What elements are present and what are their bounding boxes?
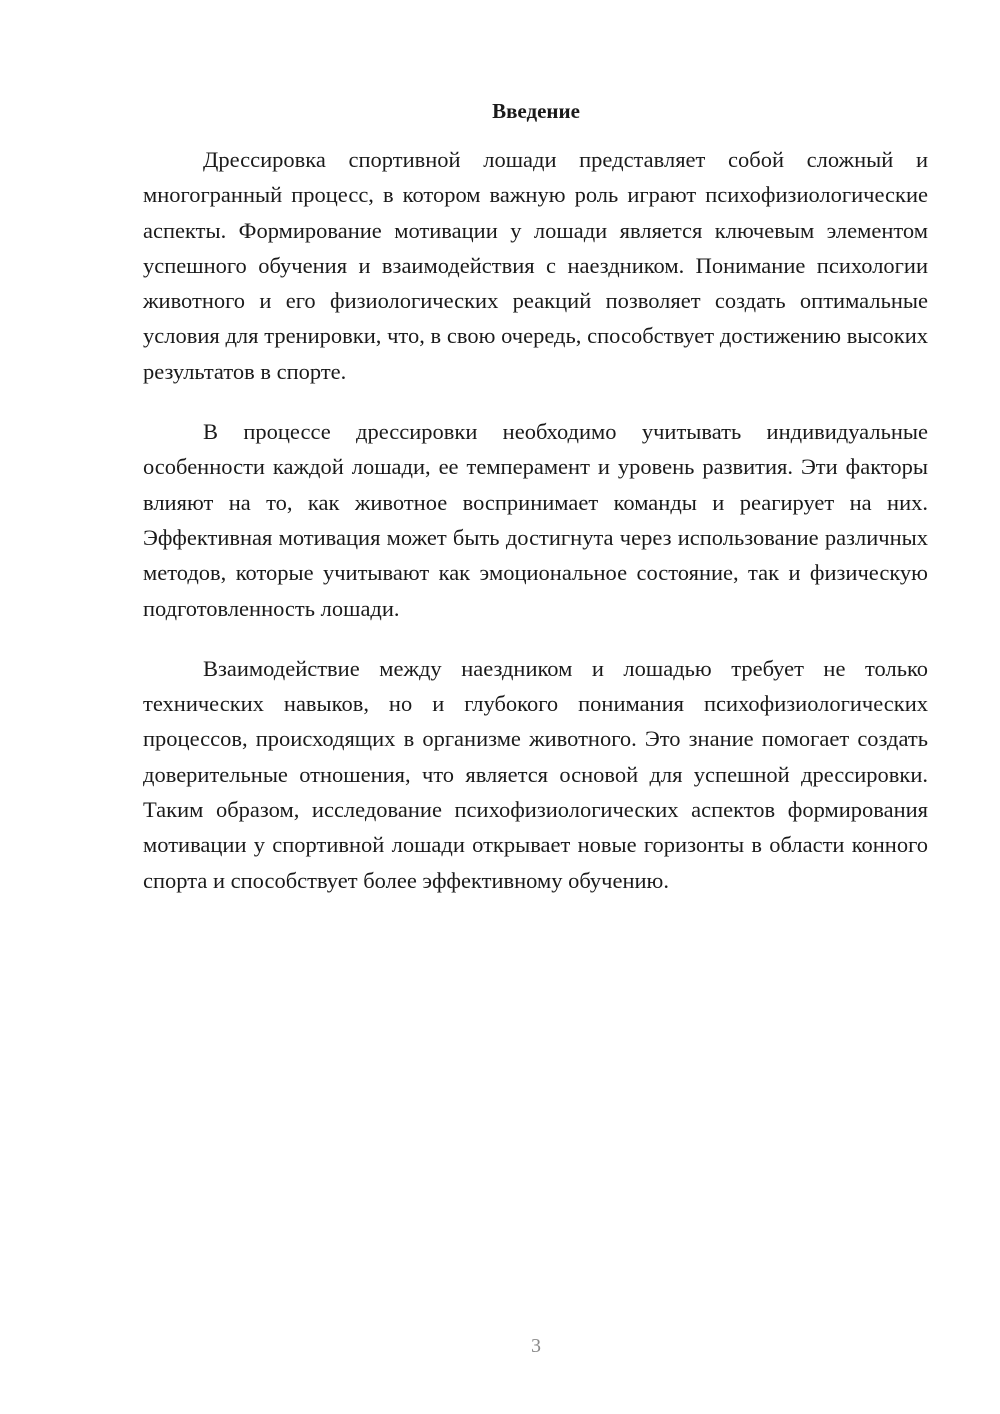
body-text (143, 142, 928, 923)
paragraph-1: Дрессировка спортивной лошади представляет собой сложный и многогранный процесс, в котором важную роль играют психофизиологические аспекты. Формирование мотивации у лошади является ключевым элементом успешного обучения и взаимодействия с наездником. Понимание психологии животного и его физиологических реакций позволяет создать оптимальные условия для тренировки, что, в свою очередь, способствует достижению высоких результатов в спорте. (143, 147, 928, 384)
paragraph-3: Взаимодействие между наездником и лошадью требует не только технических навыков, но и глубокого понимания психофизиологических процессов, происходящих в организме животного. Это знание помогает создать доверительные отношения, что является основой для успешной дрессировки. Таким образом, исследование психофизиологических аспектов формирования мотивации у спортивной лошади открывает новые горизонты в области конного спорта и способствует более эффективному обучению. (143, 655, 928, 893)
section-title: Введение (492, 99, 580, 123)
page-number: 3 (531, 1335, 541, 1357)
paragraph-2: В процессе дрессировки необходимо учитывать индивидуальные особенности каждой лошади, ее темперамент и уровень развития. Эти факторы влияют на то, как животное воспринимает команды и реагирует на них. Эффективная мотивация может быть достигнута через использование различных методов, которые учитывают как эмоциональное состояние, так и физическую подготовленность лошади. (143, 419, 928, 621)
